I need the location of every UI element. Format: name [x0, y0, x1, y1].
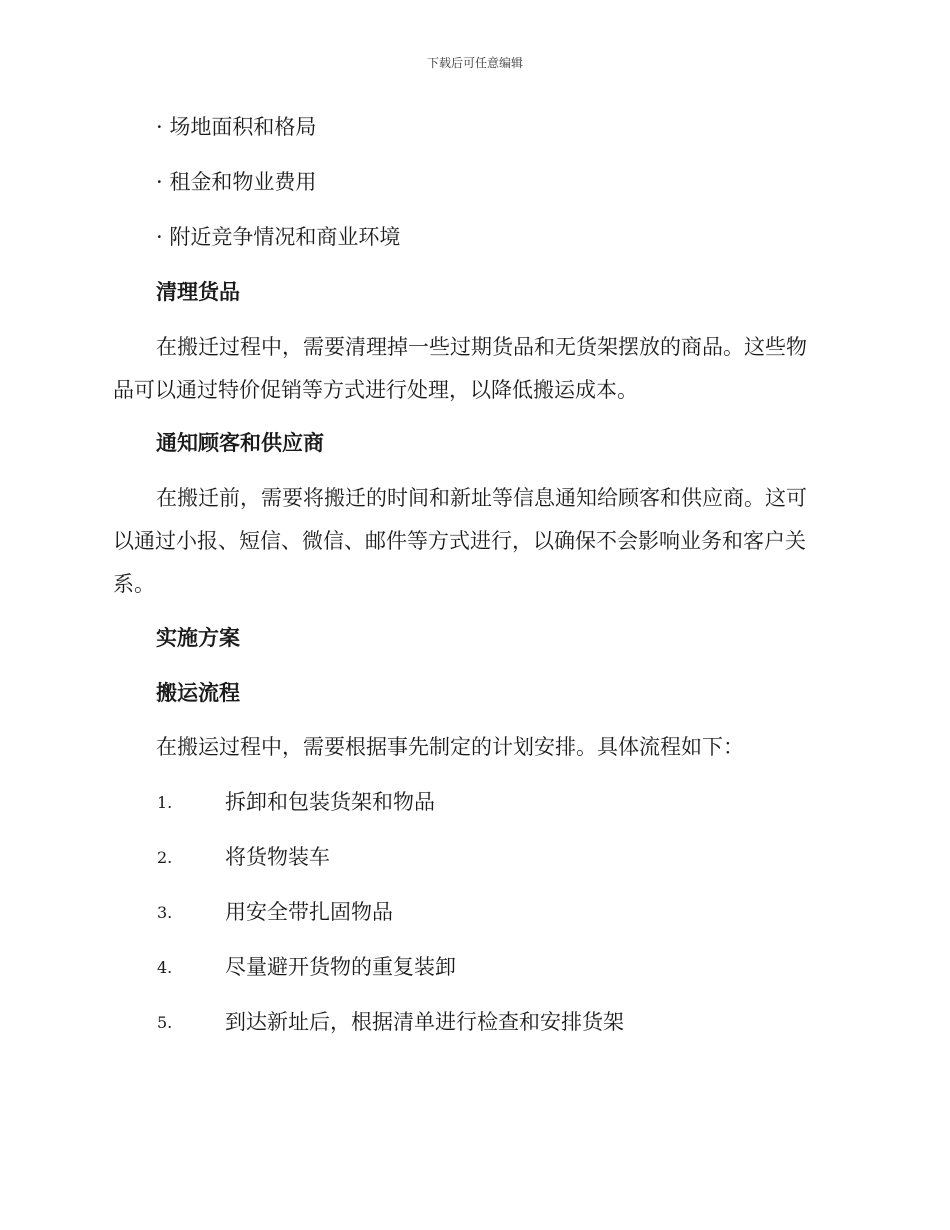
section-heading-process: 搬运流程 [156, 680, 240, 705]
section-heading-plan: 实施方案 [156, 625, 240, 650]
bullet-item: · 场地面积和格局 [156, 115, 317, 139]
list-text: 用安全带扎固物品 [225, 900, 393, 924]
list-number: 3. [157, 903, 173, 922]
list-number: 4. [157, 958, 173, 977]
list-text: 将货物装车 [225, 845, 330, 869]
bullet-item: · 租金和物业费用 [156, 170, 317, 194]
page-header: 下载后可任意编辑 [426, 56, 523, 70]
list-number: 2. [157, 848, 173, 867]
paragraph-line: 以通过小报、短信、微信、邮件等方式进行，以确保不会影响业务和客户关 [113, 529, 806, 553]
bullet-item: · 附近竞争情况和商业环境 [156, 225, 401, 249]
paragraph-line: 系。 [113, 572, 155, 596]
list-text: 尽量避开货物的重复装卸 [225, 955, 456, 979]
list-text: 到达新址后，根据清单进行检查和安排货架 [225, 1010, 624, 1034]
list-number: 5. [157, 1013, 173, 1032]
process-intro: 在搬运过程中，需要根据事先制定的计划安排。具体流程如下： [156, 735, 744, 759]
list-text: 拆卸和包装货架和物品 [225, 790, 435, 814]
section-heading-notify: 通知顾客和供应商 [156, 430, 324, 455]
section-heading-clear-goods: 清理货品 [156, 279, 240, 304]
list-number: 1. [157, 793, 173, 812]
paragraph-line: 在搬迁前，需要将搬迁的时间和新址等信息通知给顾客和供应商。这可 [156, 486, 807, 510]
paragraph-line: 在搬迁过程中，需要清理掉一些过期货品和无货架摆放的商品。这些物 [156, 335, 807, 359]
paragraph-line: 品可以通过特价促销等方式进行处理，以降低搬运成本。 [113, 378, 638, 402]
